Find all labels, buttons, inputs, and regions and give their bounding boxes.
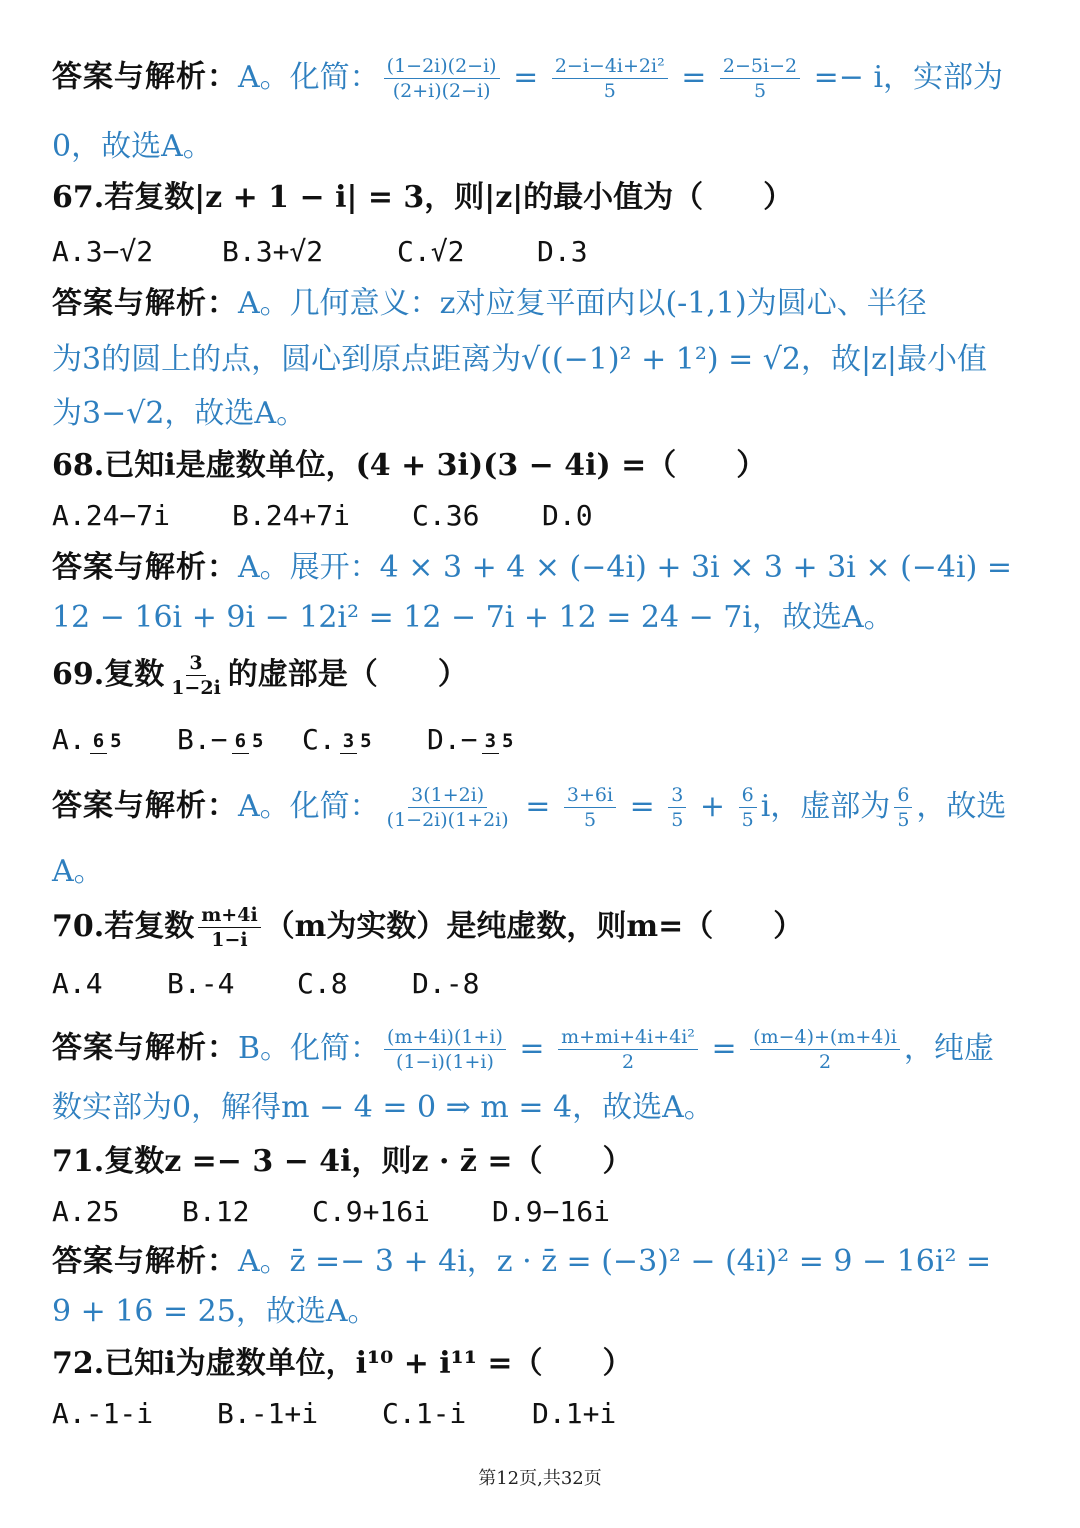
answer-segment: A。展开：4 × 3 + 4 × (−4i) + 3i × 3 + 3i × (−4i) = (238, 550, 1012, 585)
fraction-denominator: 2 (621, 1051, 635, 1073)
option-c[interactable]: C.9+16i (312, 1195, 431, 1228)
options-line (52, 230, 657, 274)
question-frac-line (52, 904, 803, 951)
fraction (668, 784, 686, 831)
fraction (552, 55, 668, 102)
fraction-denominator: 5 (252, 729, 264, 752)
fraction-numerator: 3 (186, 652, 205, 676)
answer-segment: A。化简： (238, 59, 380, 95)
question-text (52, 652, 468, 699)
answer-options (52, 967, 532, 1000)
question-prefix: 69.复数 (52, 656, 165, 692)
answer-cont-line (52, 125, 213, 169)
options-line (52, 1190, 612, 1234)
fraction-numerator: m+mi+4i+4i² (558, 1026, 698, 1050)
answer-segment: i，虚部为 (760, 788, 891, 824)
fraction-numerator: 2−5i−2 (720, 55, 800, 79)
answer-text: 数实部为0，解得m − 4 = 0 ⇒ m = 4，故选A。 (52, 1090, 714, 1125)
answer-segment: = (503, 59, 548, 95)
option-label: A. (52, 723, 86, 756)
option-a[interactable] (52, 718, 177, 762)
option-d[interactable]: D.3 (537, 235, 588, 268)
option-c[interactable]: C.36 (412, 499, 480, 532)
option-d[interactable]: D.1+i (532, 1397, 617, 1430)
answer-text: 0，故选A。 (52, 129, 213, 164)
question-line (52, 1140, 633, 1184)
option-a[interactable]: A.-1-i (52, 1397, 154, 1430)
option-a[interactable]: A.4 (52, 967, 103, 1000)
options-line (52, 962, 532, 1006)
answer-segment: + (690, 788, 735, 824)
answer-segment: =− i，实部为 (804, 59, 1004, 95)
option-c[interactable] (302, 718, 427, 762)
answer-segment: A。z̄ =− 3 + 4i，z · z̄ = (−3)² − (4i)² = 9 − 16i² = (238, 1244, 992, 1279)
answer-segment: = (701, 1030, 747, 1066)
option-b[interactable]: B.-4 (167, 967, 235, 1000)
answer-line (52, 282, 927, 326)
options-line (52, 494, 662, 538)
answer-cont-line (52, 1290, 378, 1334)
answer-label: 答案与解析： (52, 286, 238, 321)
option-label: C. (302, 723, 336, 756)
answer-segment: = (620, 788, 665, 824)
answer-options (52, 235, 657, 268)
fraction-denominator: 5 (502, 729, 514, 752)
answer-segment: = (509, 1030, 555, 1066)
question-line (52, 176, 793, 220)
fraction (384, 1026, 506, 1073)
answer-label: 答案与解析： (52, 59, 238, 95)
fraction (168, 652, 224, 699)
option-d[interactable]: D.9−16i (492, 1195, 611, 1228)
answer-options (52, 499, 662, 532)
fraction (384, 55, 500, 102)
fraction-denominator: 5 (741, 809, 754, 831)
option-a[interactable]: A.24−7i (52, 499, 171, 532)
option-c[interactable]: C.√2 (397, 235, 465, 268)
answer-line (52, 546, 1012, 590)
fraction-numerator: 6 (894, 784, 912, 808)
fraction-denominator: 5 (583, 809, 597, 831)
option-c[interactable]: C.8 (297, 967, 348, 1000)
fraction (90, 729, 125, 754)
question-frac-line (52, 652, 468, 699)
option-label: B. (177, 723, 211, 756)
fraction-numerator: 3 (340, 730, 357, 754)
answer-cont-line (52, 338, 987, 382)
answer-text: 为3−√2，故选A。 (52, 396, 307, 431)
option-b[interactable] (177, 718, 302, 762)
answer-text (238, 550, 1012, 585)
option-a[interactable]: A.25 (52, 1195, 120, 1228)
fraction-numerator: 2−i−4i+2i² (552, 55, 668, 79)
question-text: 71.复数z =− 3 − 4i，则z · z̄ =（ ） (52, 1144, 633, 1179)
answer-label: 答案与解析： (52, 550, 238, 585)
answer-text: 为3的圆上的点，圆心到原点距离为√((−1)² + 1²) = √2，故|z|最小值 (52, 342, 988, 377)
question-line (52, 444, 766, 488)
question-suffix: （m为实数）是纯虚数，则m=（ ） (264, 908, 804, 944)
answer-text: 9 + 16 = 25，故选A。 (52, 1294, 378, 1329)
option-sign: − (210, 723, 228, 756)
question-suffix: 的虚部是（ ） (227, 656, 468, 692)
fraction-numerator: 3 (668, 784, 686, 808)
fraction-numerator: 6 (232, 730, 249, 754)
fraction (564, 784, 616, 831)
question-prefix: 70.若复数 (52, 908, 195, 944)
fraction-numerator: 3 (482, 730, 499, 754)
answer-cont-line (52, 392, 306, 436)
answer-label: 答案与解析： (52, 788, 238, 824)
fraction (340, 729, 375, 754)
fraction-numerator: (1−2i)(2−i) (384, 55, 500, 79)
answer-segment: A。化简： (238, 788, 380, 824)
fraction (384, 784, 512, 831)
answer-segment: A。几何意义：z对应复平面内以(-1,1)为圆心、半径 (238, 286, 927, 321)
fraction-denominator: (1−2i)(1+2i) (386, 809, 509, 831)
fraction-numerator: m+4i (198, 904, 260, 928)
answer-options (52, 723, 552, 756)
fraction-denominator: 5 (671, 809, 684, 831)
option-label: D. (427, 723, 461, 756)
fraction (739, 784, 757, 831)
fraction-numerator: 3(1+2i) (408, 784, 487, 808)
fraction-denominator: 1−i (211, 929, 248, 951)
option-d[interactable]: D.-8 (412, 967, 480, 1000)
fraction (232, 729, 267, 754)
fraction-denominator: 2 (818, 1051, 832, 1073)
answer-options (52, 1397, 652, 1430)
answer-segment: = (671, 59, 716, 95)
option-d[interactable]: D.0 (542, 499, 593, 532)
answer-segment: = (515, 788, 560, 824)
answer-segment: ，纯虚 (903, 1030, 994, 1066)
answer-line (52, 55, 1003, 102)
option-b[interactable]: B.12 (182, 1195, 250, 1228)
option-sign: − (460, 723, 478, 756)
answer-text (238, 784, 1007, 831)
fraction (558, 1026, 698, 1073)
fraction-denominator: 1−2i (171, 677, 221, 699)
fraction-numerator: 6 (90, 730, 107, 754)
answer-segment: ，故选 (916, 788, 1007, 824)
fraction-denominator: 5 (603, 80, 616, 102)
answer-text (238, 1026, 994, 1073)
fraction (482, 729, 517, 754)
answer-label: 答案与解析： (52, 1244, 238, 1279)
answer-segment: B。化简： (238, 1030, 381, 1066)
question-text: 68.已知i是虚数单位，(4 + 3i)(3 − 4i) =（ ） (52, 448, 767, 483)
question-text: 67.若复数|z + 1 − i| = 3，则|z|的最小值为（ ） (52, 180, 794, 215)
answer-cont-line (52, 1086, 714, 1130)
option-b[interactable]: B.24+7i (232, 499, 351, 532)
fraction-denominator: (1−i)(1+i) (396, 1051, 494, 1073)
question-text: 72.已知i为虚数单位，i¹⁰ + i¹¹ =（ ） (52, 1346, 633, 1381)
fraction-denominator: 5 (753, 80, 767, 102)
option-b[interactable]: B.-1+i (217, 1397, 319, 1430)
option-c[interactable]: C.1-i (382, 1397, 467, 1430)
fraction-denominator: 5 (897, 809, 910, 831)
answer-text (238, 286, 927, 321)
fraction-numerator: 6 (739, 784, 757, 808)
answer-text (238, 1244, 991, 1279)
answer-options (52, 1195, 612, 1228)
question-text (52, 904, 804, 951)
option-d[interactable] (427, 718, 552, 762)
answer-line (52, 784, 1006, 831)
answer-text: 12 − 16i + 9i − 12i² = 12 − 7i + 12 = 24 − 7i，故选A。 (52, 600, 894, 635)
answer-label: 答案与解析： (52, 1030, 238, 1066)
fraction-numerator: (m+4i)(1+i) (384, 1026, 506, 1050)
option-b[interactable]: B.3+√2 (222, 235, 324, 268)
answer-text (238, 55, 1004, 102)
page-footer: 第12页,共32页 (478, 1468, 602, 1489)
options-line (52, 1392, 652, 1436)
question-line (52, 1342, 633, 1386)
fraction-denominator: 5 (360, 729, 372, 752)
answer-cont-line (52, 850, 104, 894)
answer-text: A。 (52, 854, 104, 889)
fraction (198, 904, 260, 951)
fraction-denominator: (2+i)(2−i) (392, 80, 491, 102)
option-a[interactable]: A.3−√2 (52, 235, 154, 268)
fraction-numerator: (m−4)+(m+4)i (750, 1026, 900, 1050)
fraction (894, 784, 912, 831)
answer-line (52, 1240, 991, 1284)
fraction (750, 1026, 900, 1073)
fraction (720, 55, 800, 102)
answer-cont-line (52, 596, 894, 640)
options-frac-line (52, 718, 552, 762)
answer-line (52, 1026, 994, 1073)
fraction-numerator: 3+6i (564, 784, 616, 808)
fraction-denominator: 5 (110, 729, 122, 752)
